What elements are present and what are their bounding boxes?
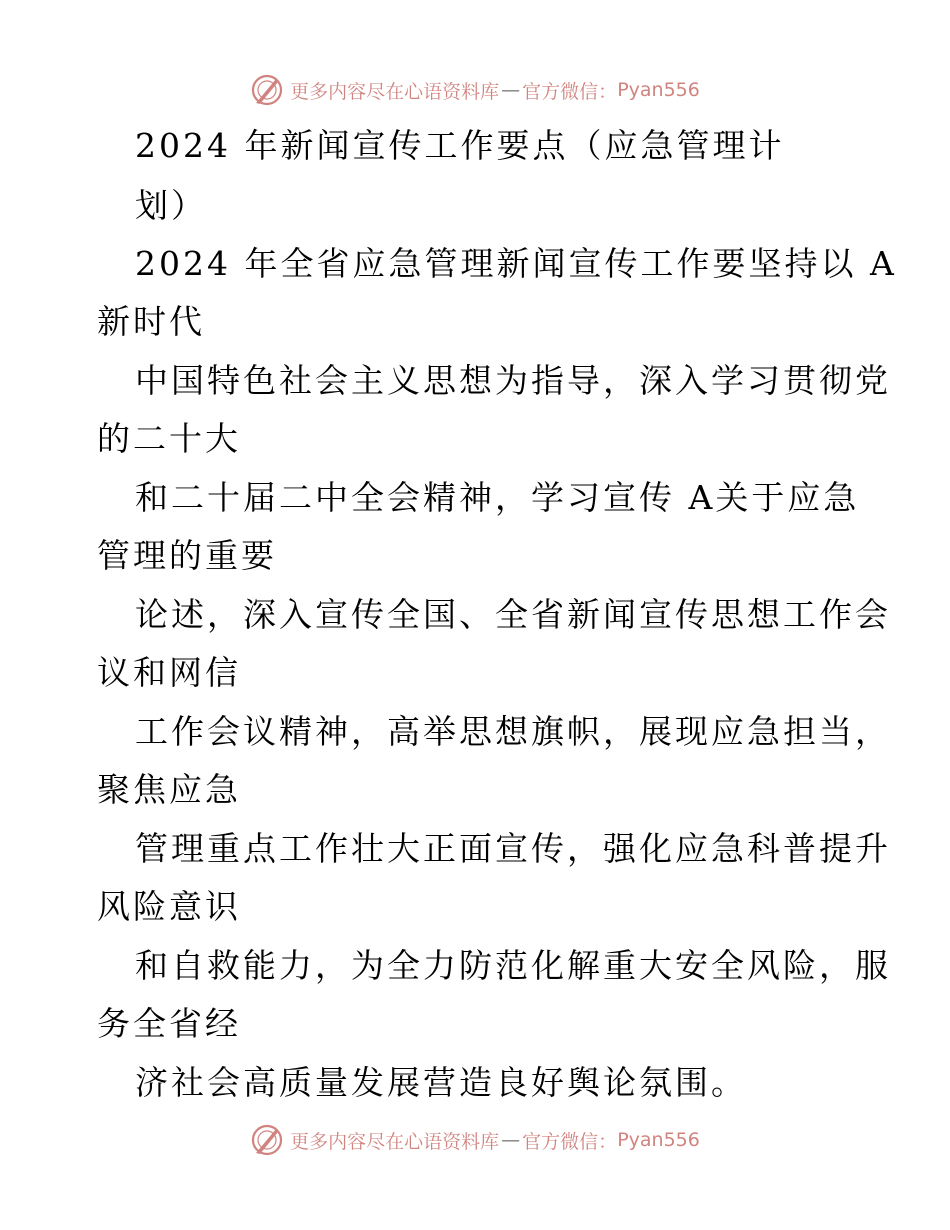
watermark-label: 官方微信： xyxy=(522,1130,618,1153)
doc-line: 和二十届二中全会精神，学习宣传 A关于应急 xyxy=(135,478,860,517)
doc-line: 2024 年新闻宣传工作要点（应急管理计 xyxy=(135,126,785,165)
doc-line: 和自救能力，为全力防范化解重大安全风险，服 xyxy=(135,946,891,985)
watermark-footer xyxy=(0,1120,950,1160)
quill-circle-icon xyxy=(250,1123,284,1157)
doc-line: 中国特色社会主义思想为指导，深入学习贯彻党 xyxy=(135,361,891,400)
watermark-id: Pyan556 xyxy=(617,1129,700,1151)
watermark-label: 官方微信： xyxy=(522,80,618,103)
doc-line: 论述，深入宣传全国、全省新闻宣传思想工作会 xyxy=(135,595,891,634)
doc-line: 聚焦应急 xyxy=(97,770,241,809)
watermark-text: 更多内容尽在心语资料库 xyxy=(290,1130,500,1153)
doc-line: 议和网信 xyxy=(97,653,241,692)
doc-line: 管理的重要 xyxy=(97,536,277,575)
doc-line: 划） xyxy=(135,186,207,225)
watermark-separator: — xyxy=(501,79,521,101)
doc-line: 2024 年全省应急管理新闻宣传工作要坚持以 A xyxy=(135,244,897,283)
watermark-id: Pyan556 xyxy=(617,79,700,101)
doc-line: 的二十大 xyxy=(97,419,241,458)
quill-circle-icon xyxy=(250,73,284,107)
watermark-separator: — xyxy=(501,1129,521,1151)
watermark-header xyxy=(0,70,950,110)
doc-line: 管理重点工作壮大正面宣传，强化应急科普提升 xyxy=(135,829,891,868)
doc-line: 济社会高质量发展营造良好舆论氛围。 xyxy=(135,1063,747,1102)
doc-line: 风险意识 xyxy=(97,887,241,926)
watermark-text: 更多内容尽在心语资料库 xyxy=(290,80,500,103)
doc-line: 工作会议精神，高举思想旗帜，展现应急担当， xyxy=(135,712,891,751)
doc-line: 务全省经 xyxy=(97,1004,241,1043)
doc-line: 新时代 xyxy=(97,302,205,341)
